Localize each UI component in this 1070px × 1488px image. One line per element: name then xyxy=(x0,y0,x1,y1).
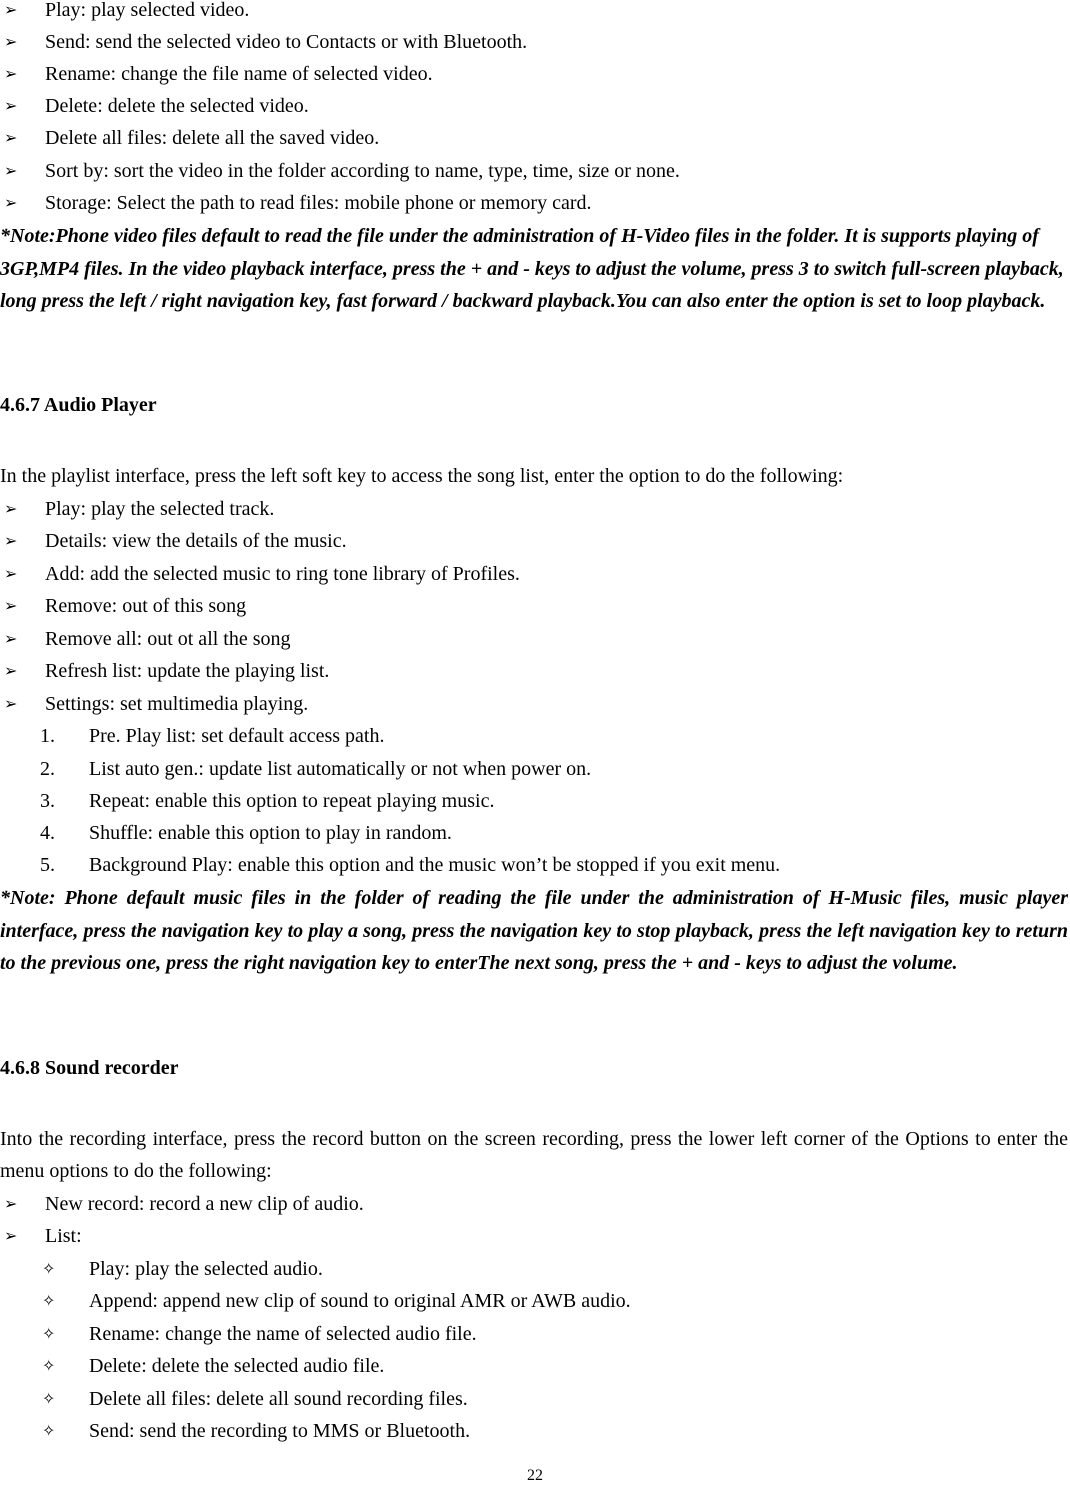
list-item: ➢ Send: send the selected video to Contacts or with Bluetooth. xyxy=(0,26,1070,58)
video-note: *Note:Phone video files default to read the file under the administration of H-Video files in the folder. It is supports playing of 3GP,MP4 files. In the video playback interface, press the + and - keys to adjust the volume, press 3 to switch full-screen playback, long press the left / right navigation key, fast forward / backward playback.You can also enter the option is set to loop playback. xyxy=(0,225,1064,312)
numbered-item: 4. Shuffle: enable this option to play in random. xyxy=(40,822,452,844)
arrow-bullet-icon: ➢ xyxy=(4,499,18,518)
arrow-bullet-icon: ➢ xyxy=(4,128,18,147)
list-item: ➢ Settings: set multimedia playing. xyxy=(0,688,1070,720)
sub-list-item: ✧ Append: append new clip of sound to original AMR or AWB audio. xyxy=(0,1285,1070,1317)
list-item: ➢ Sort by: sort the video in the folder according to name, type, time, size or none. xyxy=(0,155,1070,187)
list-item: ➢ Storage: Select the path to read files: mobile phone or memory card. xyxy=(0,187,1070,219)
list-item: ➢ Remove: out of this song xyxy=(0,590,1070,622)
list-item: ➢ Play: play the selected track. xyxy=(0,493,1070,525)
section-heading-audio-player: 4.6.7 Audio Player xyxy=(0,394,157,416)
list-item: ➢ Refresh list: update the playing list. xyxy=(0,655,1070,687)
arrow-bullet-icon: ➢ xyxy=(4,629,18,648)
sub-list-item: ✧ Play: play the selected audio. xyxy=(0,1253,1070,1285)
section-heading-sound-recorder: 4.6.8 Sound recorder xyxy=(0,1057,179,1079)
arrow-bullet-icon: ➢ xyxy=(4,531,18,550)
sub-list-item: ✧ Rename: change the name of selected audio file. xyxy=(0,1318,1070,1350)
arrow-bullet-icon: ➢ xyxy=(4,0,18,19)
list-item: ➢ List: xyxy=(0,1220,1070,1252)
arrow-bullet-icon: ➢ xyxy=(4,564,18,583)
arrow-bullet-icon: ➢ xyxy=(4,596,18,615)
list-item: ➢ Add: add the selected music to ring tone library of Profiles. xyxy=(0,558,1070,590)
list-item: ➢ Delete all files: delete all the saved video. xyxy=(0,122,1070,154)
list-item: ➢ Play: play selected video. xyxy=(0,0,1070,26)
recorder-intro: Into the recording interface, press the record button on the screen recording, press the lower left corner of the Options to enter the menu options to do the following: xyxy=(0,1128,1068,1182)
arrow-bullet-icon: ➢ xyxy=(4,661,18,680)
list-item: ➢ New record: record a new clip of audio. xyxy=(0,1188,1070,1220)
audio-note: *Note: Phone default music files in the folder of reading the file under the administration of H-Music files, music player interface, press the navigation key to play a song, press the navigation key to stop playback, press the left navigation key to return to the previous one, press the right navigation key to enterThe next song, press the + and - keys to adjust the volume. xyxy=(0,887,1068,974)
arrow-bullet-icon: ➢ xyxy=(4,96,18,115)
arrow-bullet-icon: ➢ xyxy=(4,64,18,83)
numbered-item: 5. Background Play: enable this option and the music won’t be stopped if you exit menu. xyxy=(40,854,781,876)
arrow-bullet-icon: ➢ xyxy=(4,161,18,180)
sub-list-item: ✧ Delete all files: delete all sound recording files. xyxy=(0,1383,1070,1415)
sub-list-item: ✧ Send: send the recording to MMS or Bluetooth. xyxy=(0,1415,1070,1447)
arrow-bullet-icon: ➢ xyxy=(4,193,18,212)
arrow-bullet-icon: ➢ xyxy=(4,694,18,713)
list-item: ➢ Rename: change the file name of selected video. xyxy=(0,58,1070,90)
numbered-item: 3. Repeat: enable this option to repeat playing music. xyxy=(40,790,495,812)
list-item: ➢ Remove all: out ot all the song xyxy=(0,623,1070,655)
list-item: ➢ Delete: delete the selected video. xyxy=(0,90,1070,122)
arrow-bullet-icon: ➢ xyxy=(4,1226,18,1245)
numbered-item: 2. List auto gen.: update list automatically or not when power on. xyxy=(40,758,592,780)
diamond-bullet-icon: ✧ xyxy=(42,1324,56,1343)
list-item: ➢ Details: view the details of the music. xyxy=(0,525,1070,557)
diamond-bullet-icon: ✧ xyxy=(42,1389,56,1408)
arrow-bullet-icon: ➢ xyxy=(4,1194,18,1213)
diamond-bullet-icon: ✧ xyxy=(42,1259,56,1278)
numbered-item: 1. Pre. Play list: set default access path. xyxy=(40,725,385,747)
sub-list-item: ✧ Delete: delete the selected audio file. xyxy=(0,1350,1070,1382)
page-number: 22 xyxy=(527,1467,543,1484)
diamond-bullet-icon: ✧ xyxy=(42,1421,56,1440)
diamond-bullet-icon: ✧ xyxy=(42,1291,56,1310)
arrow-bullet-icon: ➢ xyxy=(4,32,18,51)
audio-intro: In the playlist interface, press the left soft key to access the song list, enter the option to do the following: xyxy=(0,465,844,487)
diamond-bullet-icon: ✧ xyxy=(42,1356,56,1375)
